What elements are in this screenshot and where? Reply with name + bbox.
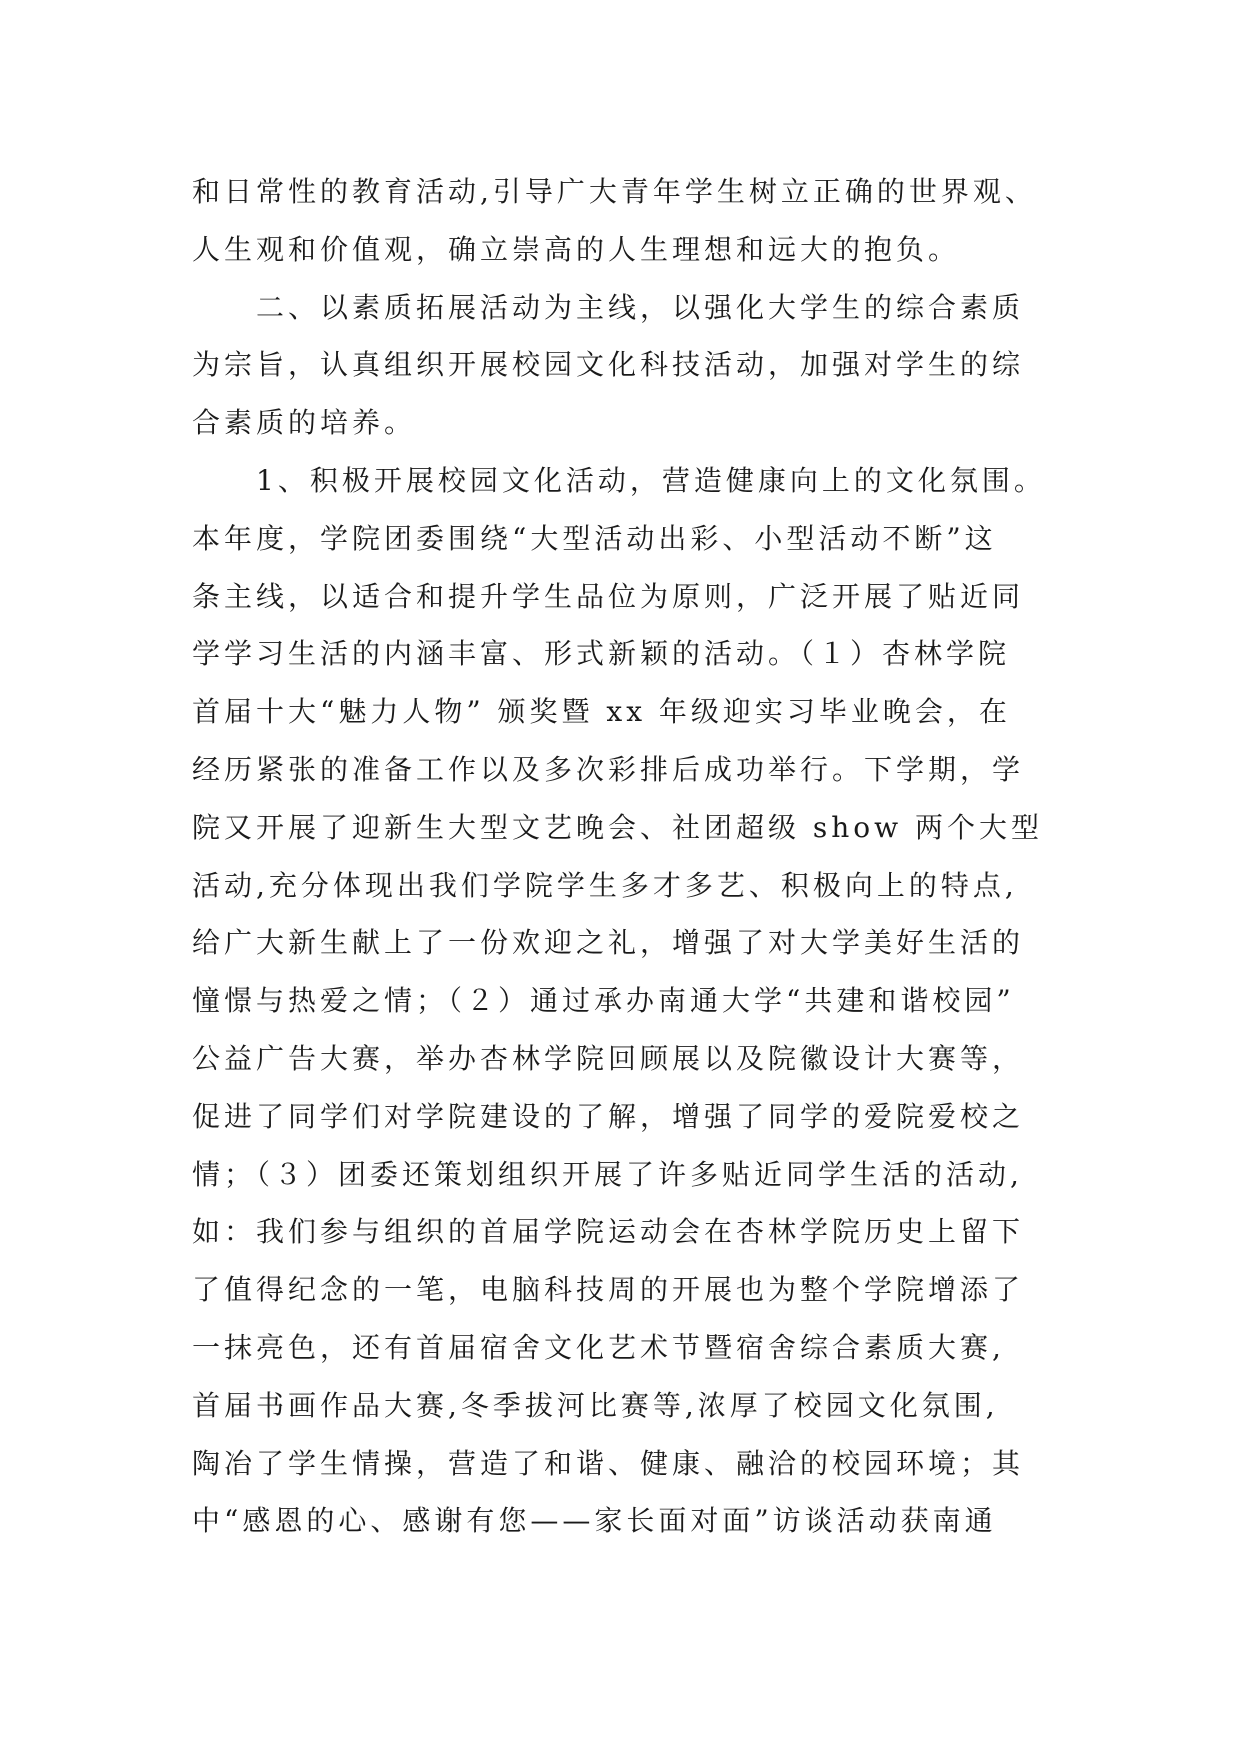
text-line: 经历紧张的准备工作以及多次彩排后成功举行。下学期，学 [192,752,1025,786]
text-line: 1、积极开展校园文化活动，营造健康向上的文化氛围。 [192,463,1046,497]
text-line: 陶冶了学生情操，营造了和谐、健康、融洽的校园环境；其 [192,1446,1025,1480]
text-line: 学学习生活的内涵丰富、形式新颖的活动。（１）杏林学院 [192,637,1011,671]
text-line: 为宗旨，认真组织开展校园文化科技活动，加强对学生的综 [192,348,1025,382]
text-line: 给广大新生献上了一份欢迎之礼，增强了对大学美好生活的 [192,926,1025,960]
text-line: 二、以素质拓展活动为主线，以强化大学生的综合素质 [192,290,1025,324]
text-line: 情；（３）团委还策划组织开展了许多贴近同学生活的活动, [192,1157,1023,1191]
text-line: 了值得纪念的一笔，电脑科技周的开展也为整个学院增添了 [192,1273,1025,1307]
text-line: 合素质的培养。 [192,406,417,440]
text-line: 活动,充分体现出我们学院学生多才多艺、积极向上的特点, [192,868,1018,902]
text-line: 如：我们参与组织的首届学院运动会在杏林学院历史上留下 [192,1215,1025,1249]
text-line: 首届十大“魅力人物” 颁奖暨 xx 年级迎实习毕业晚会，在 [192,695,1011,729]
text-line: 一抹亮色，还有首届宿舍文化艺术节暨宿舍综合素质大赛, [192,1330,1005,1364]
text-line: 公益广告大赛，举办杏林学院回顾展以及院徽设计大赛等， [192,1041,1025,1075]
text-line: 和日常性的教育活动,引导广大青年学生树立正确的世界观、 [192,175,1037,208]
text-line: 本年度，学院团委围绕“大型活动出彩、小型活动不断”这 [192,521,997,555]
text-line: 憧憬与热爱之情；（２）通过承办南通大学“共建和谐校园” [192,984,1015,1018]
text-line: 院又开展了迎新生大型文艺晚会、社团超级 show 两个大型 [192,810,1044,844]
text-line: 中“感恩的心、感谢有您——家长面对面”访谈活动获南通 [192,1504,997,1538]
body-text [192,163,1072,1550]
text-line: 首届书画作品大赛,冬季拔河比赛等,浓厚了校园文化氛围, [192,1388,999,1422]
text-line: 人生观和价值观，确立崇高的人生理想和远大的抱负。 [192,232,961,266]
text-line: 条主线，以适合和提升学生品位为原则，广泛开展了贴近同 [192,579,1025,613]
text-line: 促进了同学们对学院建设的了解，增强了同学的爱院爱校之 [192,1099,1025,1133]
